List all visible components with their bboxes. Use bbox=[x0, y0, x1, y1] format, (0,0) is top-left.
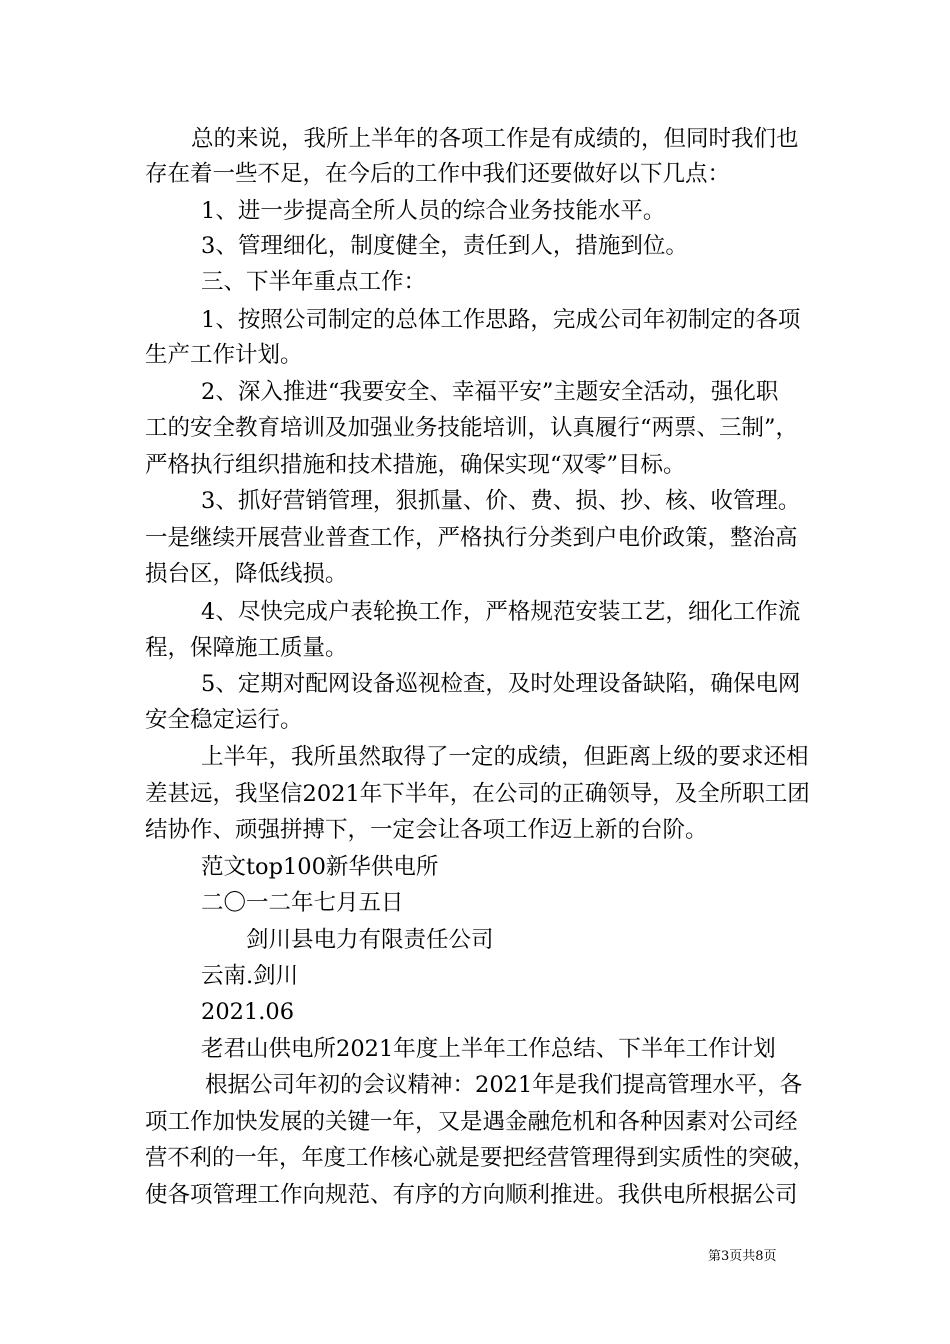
text-line: 严格执行组织措施和技术措施，确保实现“双零”目标。 bbox=[145, 452, 686, 478]
text-line: 存在着一些不足，在今后的工作中我们还要做好以下几点： bbox=[145, 161, 731, 187]
text-line: 5、定期对配网设备巡视检查，及时处理设备缺陷，确保电网 bbox=[201, 671, 801, 697]
text-line: 二〇一二年七月五日 bbox=[201, 890, 404, 916]
text-line: 使各项管理工作向规范、有序的方向顺利推进。我供电所根据公司 bbox=[145, 1182, 798, 1208]
document-title: 老君山供电所2021年度上半年工作总结、下半年工作计划 bbox=[201, 1036, 776, 1062]
page-number: 第3页共8页 bbox=[708, 1249, 777, 1264]
text-line: 差甚远，我坚信2021年下半年，在公司的正确领导，及全所职工团 bbox=[145, 781, 810, 807]
text-line: 三、下半年重点工作： bbox=[201, 269, 427, 295]
text-line: 程，保障施工质量。 bbox=[145, 635, 348, 661]
text-line: 范文top100新华供电所 bbox=[201, 854, 439, 880]
text-line: 剑川县电力有限责任公司 bbox=[246, 927, 494, 953]
text-line: 云南.剑川 bbox=[201, 963, 299, 989]
text-line: 上半年，我所虽然取得了一定的成绩，但距离上级的要求还相 bbox=[201, 744, 809, 770]
text-line: 2021.06 bbox=[201, 999, 295, 1025]
text-line: 结协作、顽强拼搏下，一定会让各项工作迈上新的台阶。 bbox=[145, 817, 708, 843]
text-line: 一是继续开展营业普查工作，严格执行分类到户电价政策，整治高 bbox=[145, 525, 798, 551]
text-line: 1、进一步提高全所人员的综合业务技能水平。 bbox=[201, 198, 666, 224]
text-line: 总的来说，我所上半年的各项工作是有成绩的，但同时我们也 bbox=[191, 126, 799, 152]
text-line: 根据公司年初的会议精神：2021年是我们提高管理水平，各 bbox=[205, 1072, 803, 1098]
text-line: 安全稳定运行。 bbox=[145, 707, 303, 733]
text-line: 2、深入推进“我要安全、幸福平安”主题安全活动，强化职 bbox=[201, 379, 779, 405]
text-line: 项工作加快发展的关键一年，又是遇金融危机和各种因素对公司经 bbox=[145, 1109, 798, 1135]
text-line: 3、管理细化，制度健全，责任到人，措施到位。 bbox=[201, 233, 688, 259]
text-line: 损台区，降低线损。 bbox=[145, 561, 348, 587]
text-line: 3、抓好营销管理，狠抓量、价、费、损、抄、核、收管理。 bbox=[201, 488, 801, 514]
text-line: 1、按照公司制定的总体工作思路，完成公司年初制定的各项 bbox=[201, 307, 801, 333]
text-line: 工的安全教育培训及加强业务技能培训，认真履行“两票、三制”， bbox=[145, 415, 799, 441]
text-line: 营不利的一年，年度工作核心就是要把经营管理得到实质性的突破， bbox=[145, 1145, 816, 1171]
text-line: 生产工作计划。 bbox=[145, 342, 303, 368]
text-line: 4、尽快完成户表轮换工作，严格规范安装工艺，细化工作流 bbox=[201, 599, 801, 625]
